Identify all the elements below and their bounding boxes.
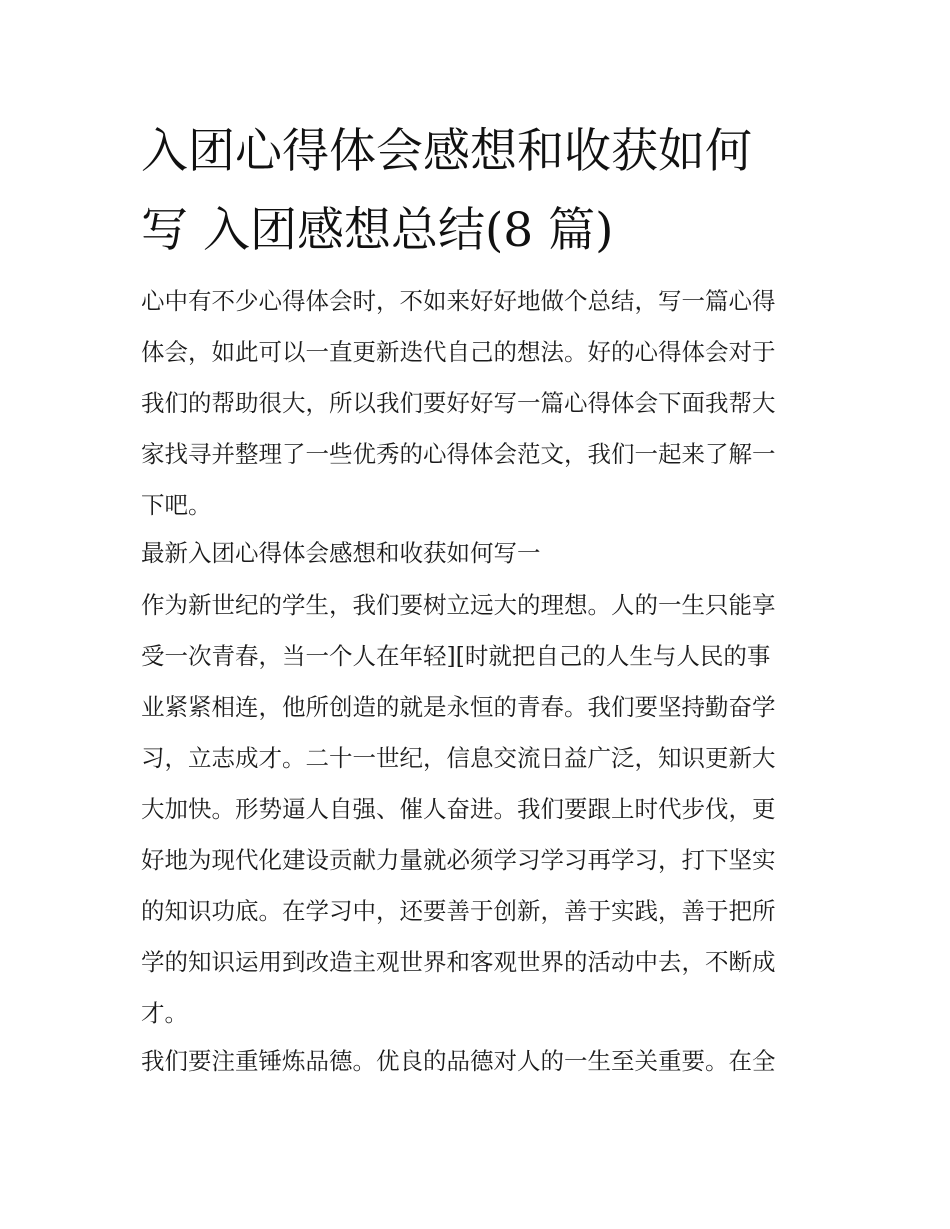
text-line: 最新入团心得体会感想和收获如何写一 (141, 539, 541, 567)
text-line: 好地为现代化建设贡献力量就必须学习学习再学习，打下坚实 (141, 846, 776, 874)
text-line: 下吧。 (141, 491, 212, 519)
title-line: 入团心得体会感想和收获如何 (141, 124, 752, 179)
body-paragraph (141, 1036, 821, 1087)
text-line: 作为新世纪的学生，我们要树立远大的理想。人的一生只能享 (141, 591, 776, 619)
text-line: 大加快。形势逼人自强、催人奋进。我们要跟上时代步伐，更 (141, 795, 776, 823)
text-line: 业紧紧相连，他所创造的就是永恒的青春。我们要坚持勤奋学 (141, 693, 776, 721)
text-line: 家找寻并整理了一些优秀的心得体会范文，我们一起来了解一 (141, 440, 776, 468)
body-paragraph (141, 580, 821, 1039)
text-line: 习，立志成才。二十一世纪，信息交流日益广泛，知识更新大 (141, 744, 776, 772)
text-line: 才。 (141, 999, 188, 1027)
text-line: 心中有不少心得体会时，不如来好好地做个总结，写一篇心得 (141, 287, 776, 315)
text-line: 的知识功底。在学习中，还要善于创新，善于实践，善于把所 (141, 897, 776, 925)
document-title (141, 112, 841, 270)
text-line: 受一次青春，当一个人在年轻][时就把自己的人生与人民的事 (141, 642, 771, 670)
intro-paragraph (141, 276, 821, 531)
text-line: 学的知识运用到改造主观世界和客观世界的活动中去，不断成 (141, 948, 776, 976)
title-line: 写 入团感想总结(8 篇) (141, 203, 614, 258)
text-line: 我们的帮助很大，所以我们要好好写一篇心得体会下面我帮大 (141, 389, 776, 417)
text-line: 我们要注重锤炼品德。优良的品德对人的一生至关重要。在全 (141, 1047, 776, 1075)
text-line: 体会，如此可以一直更新迭代自己的想法。好的心得体会对于 (141, 338, 776, 366)
section-heading (141, 528, 821, 579)
